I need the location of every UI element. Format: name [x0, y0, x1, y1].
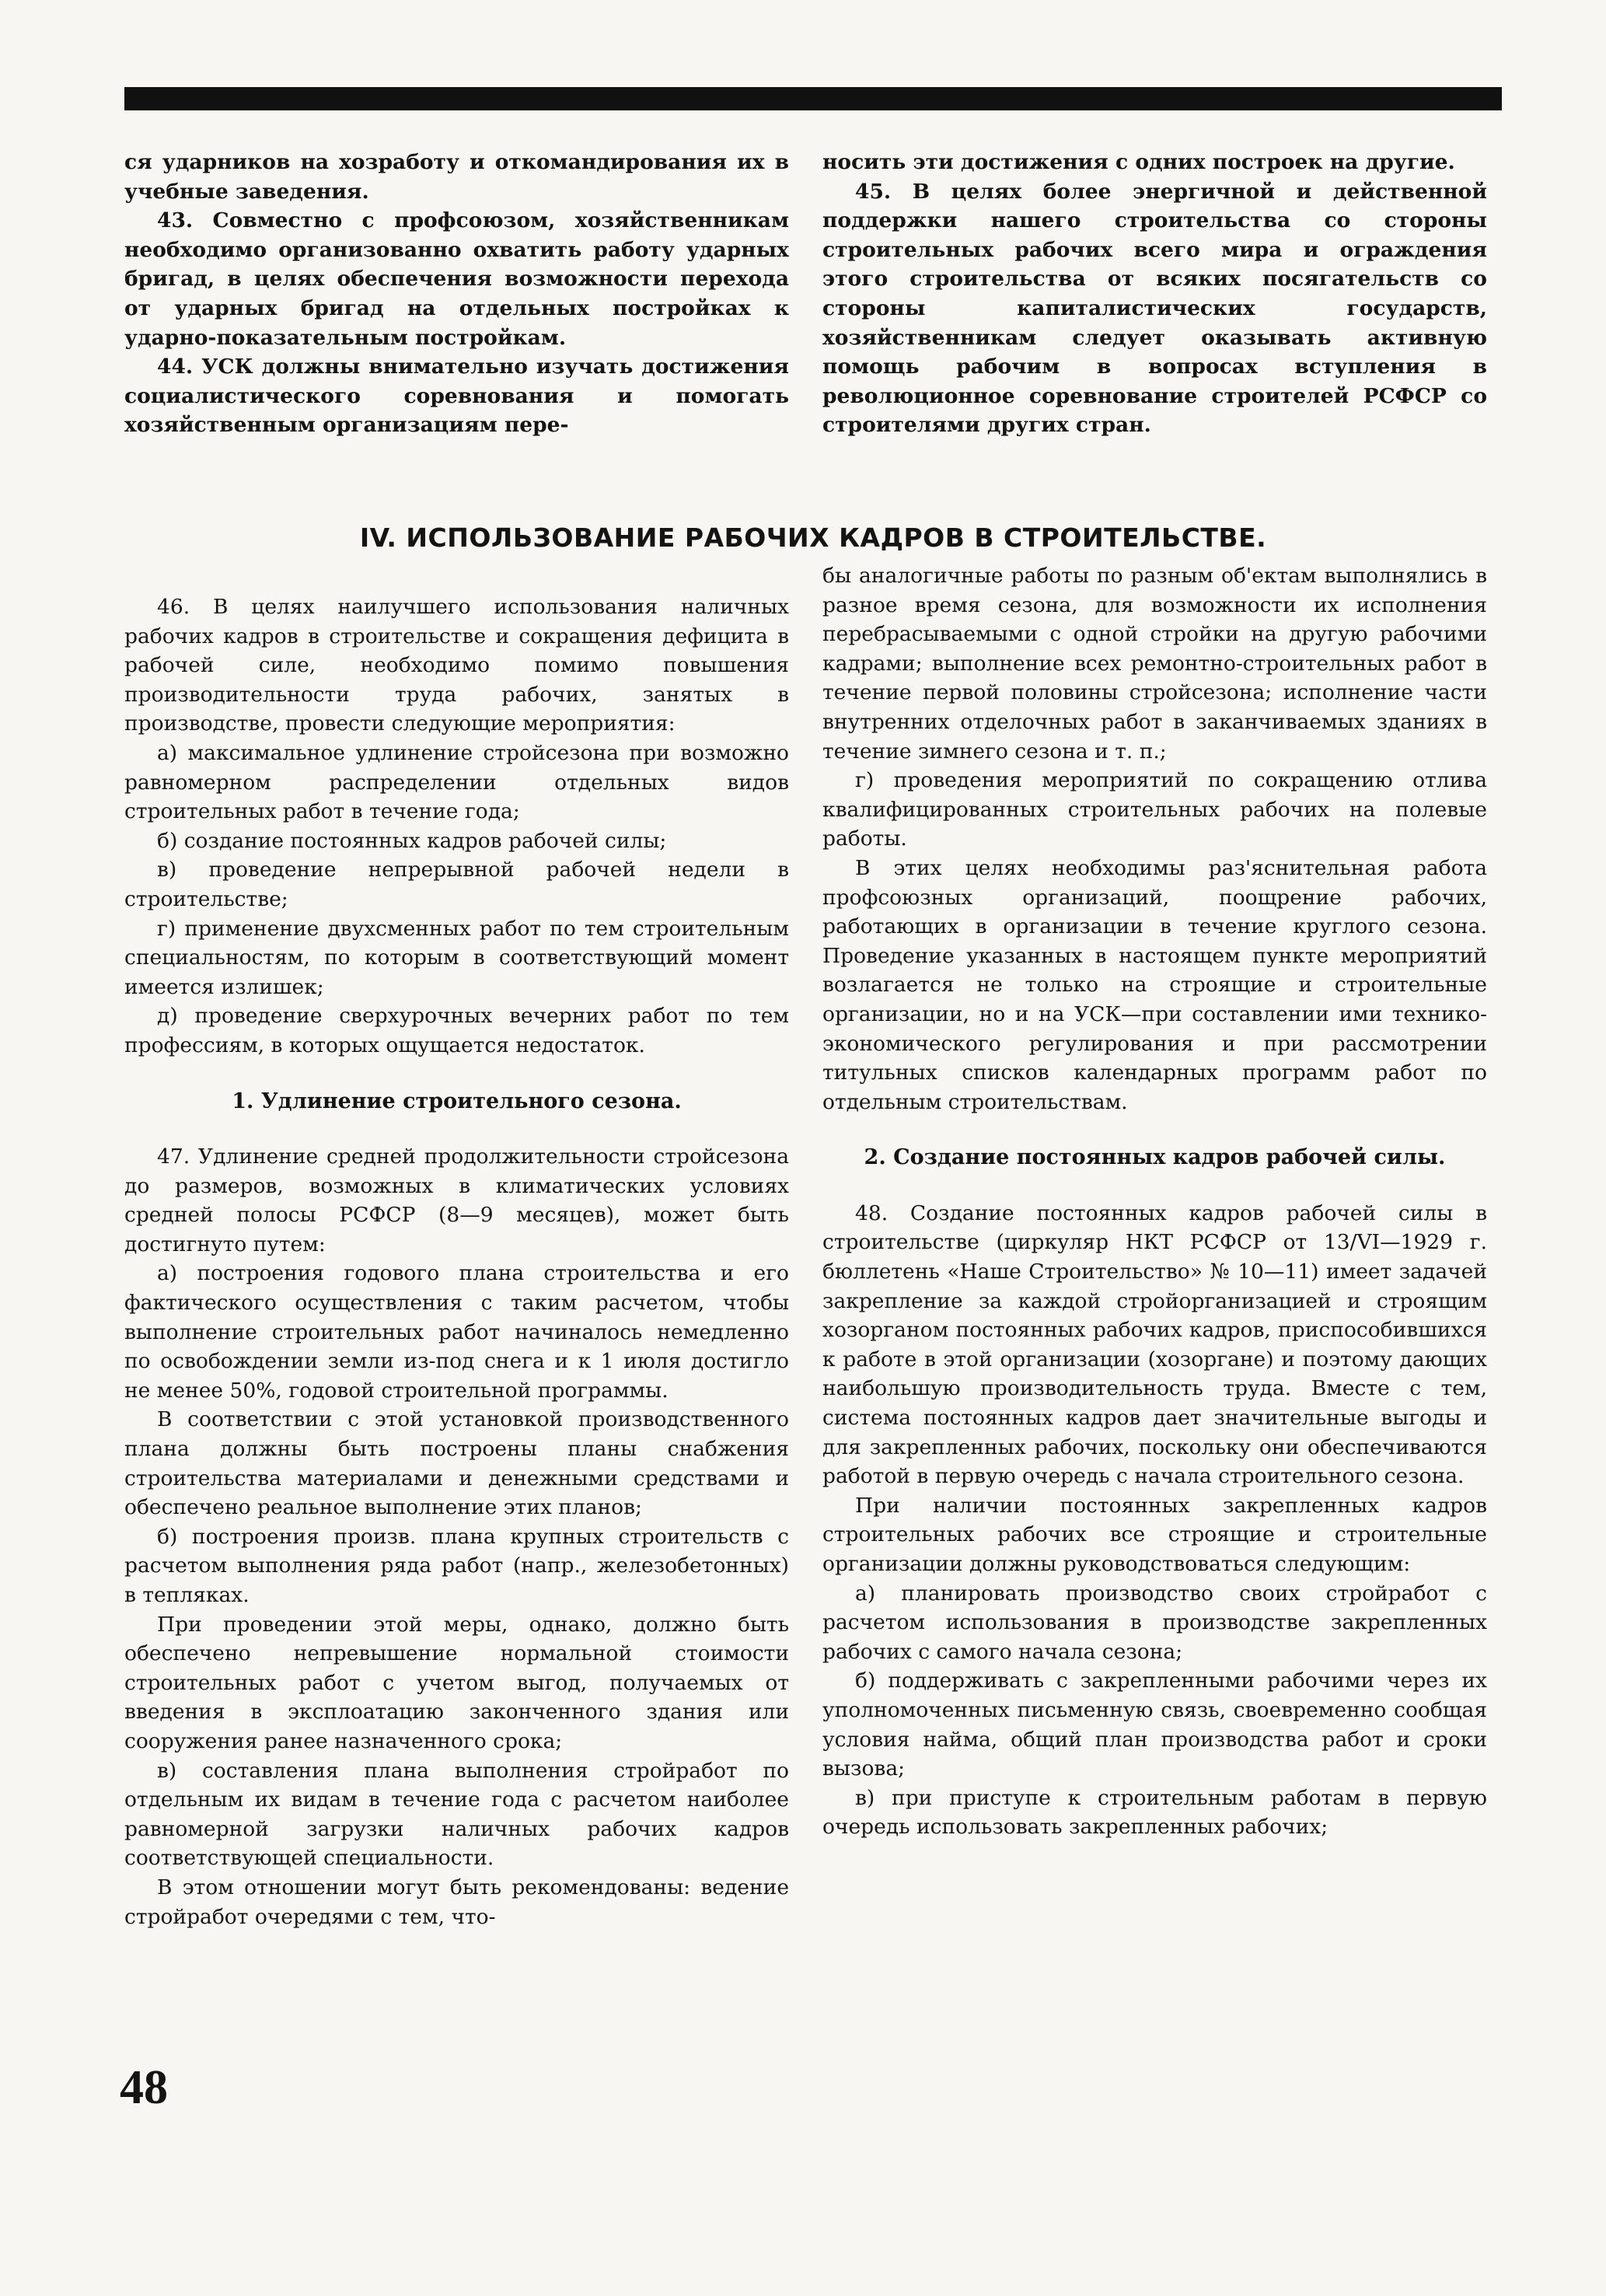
section-title: IV. ИСПОЛЬЗОВАНИЕ РАБОЧИХ КАДРОВ В СТРОИТЕЛЬСТВЕ. [359, 522, 1267, 553]
paragraph: в) проведение непрерывной рабочей недели в строительстве; [124, 858, 789, 911]
subheading: 1. Удлинение строительного сезона. [232, 1089, 682, 1113]
paragraph: д) проведение сверхурочных вечерних работ по тем профессиям, в которых ощущается недостаток. [124, 1004, 789, 1057]
paragraph: носить эти достижения с одних построек на другие. [822, 150, 1455, 174]
paragraph: 43. Совместно с профсоюзом, хозяйственникам необходимо организованно охватить работу ударных бригад, в целях обеспечения возможности перехода от ударных бригад на отдельных постройках к ударно-показательным постройкам. [124, 208, 789, 350]
paragraph: б) поддерживать с закрепленными рабочими через их уполномоченных письменную связь, своевременно сообщая условия найма, общий план производства работ и сроки вызова; [822, 1669, 1487, 1781]
top-right-column [822, 148, 1487, 440]
left-column [124, 592, 789, 1931]
paragraph: б) создание постоянных кадров рабочей силы; [157, 828, 667, 853]
paragraph: 47. Удлинение средней продолжительности стройсезона до размеров, возможных в климатических условиях средней полосы РСФСР (8—9 месяцев), может быть достигнуто путем: [124, 1145, 789, 1256]
paragraph: б) построения произв. плана крупных строительств с расчетом выполнения ряда работ (напр., железобетонных) в тепляках. [124, 1524, 789, 1607]
paragraph: 48. Создание постоянных кадров рабочей силы в строительстве (циркуляр НКТ РСФСР от 13/VI—1929 г. бюллетень «Наше Строительство» № 10—11) имеет задачей закрепление за каждой стройорганизацией и строящим хозорганом постоянных рабочих кадров, приспособившихся к работе в этой организации (хозоргане) и поэтому дающих наибольшую производительность труда. Вместе с тем, система постоянных кадров дает значительные выгоды и для закрепленных рабочих, поскольку они обеспечиваются работой в первую очередь с начала строительного сезона. [822, 1200, 1487, 1489]
paragraph: г) проведения мероприятий по сокращению отлива квалифицированных строительных рабочих на полевые работы. [822, 768, 1487, 851]
paragraph: а) максимальное удлинение стройсезона при возможно равномерном распределении отдельных видов строительных работ в течение года; [124, 740, 789, 824]
paragraph: При наличии постоянных закрепленных кадров строительных рабочих все строящие и строительные организации должны руководствоваться следующим: [822, 1493, 1487, 1576]
page-number: 48 [120, 2061, 168, 2114]
header-rule [124, 87, 1502, 110]
paragraph: В этом отношении могут быть рекомендованы: ведение стройработ очередями с тем, что- [124, 1875, 789, 1929]
paragraph: в) составления плана выполнения стройработ по отдельным их видам в течение года с расчетом наиболее равномерной загрузки наличных рабочих кадров соответствующей специальности. [124, 1758, 789, 1871]
paragraph: 44. УСК должны внимательно изучать достижения социалистического соревнования и помогать хозяйственным организациям пере- [124, 355, 789, 438]
paragraph: бы аналогичные работы по разным об'ектам выполнялись в разное время сезона, для возможности их исполнения перебрасываемыми с одной стройки на другую рабочими кадрами; выполнение всех ремонтно-строительных работ в течение первой половины стройсезона; исполнение части внутренних отделочных работ в заканчиваемых зданиях в течение зимнего сезона и т. п.; [822, 564, 1487, 764]
paragraph: 46. В целях наилучшего использования наличных рабочих кадров в строительстве и сокращения дефицита в рабочей силе, необходимо помимо повышения производительности труда рабочих, занятых в производстве, провести следующие мероприятия: [124, 595, 789, 736]
paragraph: В соответствии с этой установкой производственного плана должны быть построены планы снабжения строительства материалами и денежными средствами и обеспечено реальное выполнение этих планов; [124, 1407, 789, 1520]
top-left-column [124, 148, 789, 440]
paragraph: 45. В целях более энергичной и действенной поддержки нашего строительства со стороны строительных рабочих всего мира и ограждения этого строительства от всяких посягательств со стороны капиталистических государств, хозяйственникам следует оказывать активную помощь рабочим в вопросах вступления в революционное соревнование строителей РСФСР со строителями других стран. [822, 179, 1487, 438]
paragraph: а) построения годового плана строительства и его фактического осуществления с таким расчетом, чтобы выполнение строительных работ начиналось немедленно по освобождении земли из-под снега и к 1 июля достигло не менее 50%, годовой строительной программы. [124, 1261, 789, 1403]
subheading: 2. Создание постоянных кадров рабочей силы. [864, 1145, 1446, 1170]
paragraph: При проведении этой меры, однако, должно быть обеспечено непревышение нормальной стоимости строительных работ с учетом выгод, получаемых от введения в эксплоатацию законченного здания или сооружения ранее назначенного срока; [124, 1612, 789, 1753]
paragraph: в) при приступе к строительным работам в первую очередь использовать закрепленных рабочих; [822, 1785, 1487, 1840]
right-column [822, 561, 1487, 1842]
paragraph: ся ударников на хозработу и откомандирования их в учебные заведения. [124, 150, 789, 204]
paragraph: г) применение двухсменных работ по тем строительным специальностям, по которым в соответствующий момент имеется излишек; [124, 916, 789, 999]
paragraph: В этих целях необходимы раз'яснительная работа профсоюзных организаций, поощрение рабочих, работающих в организации в течение круглого сезона. Проведение указанных в настоящем пункте мероприятий возлагается не только на строящие и строительные организации, но и на УСК—при составлении ими технико-экономического регулирования и при рассмотрении титульных списков календарных программ работ по отдельным строительствам. [822, 855, 1487, 1114]
paragraph: а) планировать производство своих стройработ с расчетом использования в производстве закрепленных рабочих с самого начала сезона; [822, 1581, 1487, 1664]
